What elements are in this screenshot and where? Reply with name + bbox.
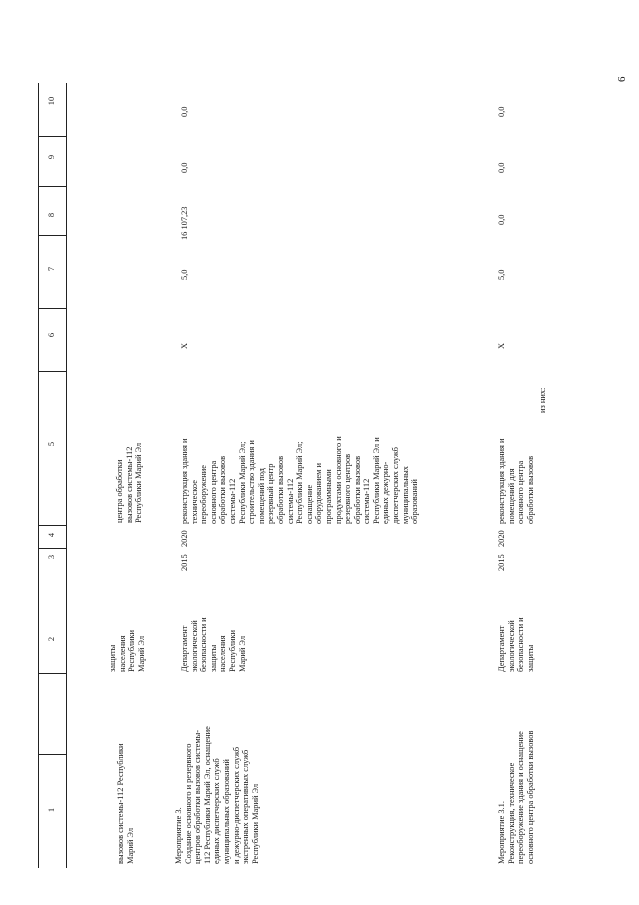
header-separator (66, 83, 67, 868)
column-header-7: 7 (47, 266, 56, 272)
column-header-3: 3 (47, 554, 56, 560)
row-c-description: Мероприятие 3.1. Реконструкция, техническое переоборужение здания и оснащение основного центра обработки вызовов (497, 730, 535, 864)
row-b-result: реконструкция здания и техническое переоборужение основного центра обработки вызовов системы-112 Республики Марий Эл; строительство здания и помещений под резервный центр обработки вызовов системы-112 Республики Марий Эл; оснащение оборудованием и программными продуктами основного и резервного центров обработки вызовов системы-112 Республики Марий Эл и единых дежурно- диспетчерских служб муниципальных образований (180, 436, 420, 524)
row-c-executor: Департамент экологической безопасности и защиты (497, 617, 535, 672)
row-c-result: реконструкция здания и помещений для основного центра обработки вызовов (497, 438, 535, 524)
row-c-mark: X (497, 342, 506, 349)
column-divider (38, 235, 67, 236)
row-b-value-9: 0,0 (180, 162, 189, 173)
column-header-1: 1 (47, 807, 56, 813)
row-a-executor: защиты населения Республики Марий Эл (108, 629, 146, 672)
row-b-value-8: 16 107,23 (180, 206, 189, 240)
column-header-10: 10 (47, 96, 56, 106)
column-header-5: 5 (47, 441, 56, 447)
row-c-year-start: 2015 (497, 554, 506, 571)
row-c-year-end: 2020 (497, 530, 506, 547)
row-a-description: вызовов системы-112 Республики Марий Эл (116, 743, 135, 864)
column-header-6: 6 (47, 332, 56, 338)
row-b-description: Мероприятие 3. Создание основного и резервного центров обработки вызовов системы- 112 Республики Марий Эл, оснащение единых диспетчерских служб муниципальных образований и дежурно-диспетчерских служб экстренных оперативных служб Республики Марий Эл (174, 726, 260, 864)
page-number: 6 (616, 76, 628, 82)
column-header-9: 9 (47, 154, 56, 160)
row-c-value-8: 0,0 (497, 214, 506, 225)
table-top-border (38, 83, 39, 868)
column-divider (38, 308, 67, 309)
row-b-executor: Департамент экологической безопасности и защиты населения Республики Марий Эл (180, 617, 247, 672)
column-divider (38, 754, 67, 755)
column-header-4: 4 (47, 532, 56, 538)
row-c-value-10: 0,0 (497, 106, 506, 117)
row-b-year-start: 2015 (180, 554, 189, 571)
row-a-result: центра обработки вызовов системы-112 Республики Марий Эл (115, 442, 144, 523)
row-c-value-7: 5,0 (497, 269, 506, 280)
row-c-note: из них: (538, 387, 547, 413)
column-header-2: 2 (47, 636, 56, 642)
row-b-value-10: 0,0 (180, 106, 189, 117)
column-divider (38, 673, 67, 674)
column-header-8: 8 (47, 212, 56, 218)
row-b-value-7: 5,0 (180, 269, 189, 280)
column-divider (38, 186, 67, 187)
row-c-value-9: 0,0 (497, 162, 506, 173)
row-b-year-end: 2020 (180, 530, 189, 547)
column-divider (38, 371, 67, 372)
row-b-mark: X (180, 342, 189, 349)
